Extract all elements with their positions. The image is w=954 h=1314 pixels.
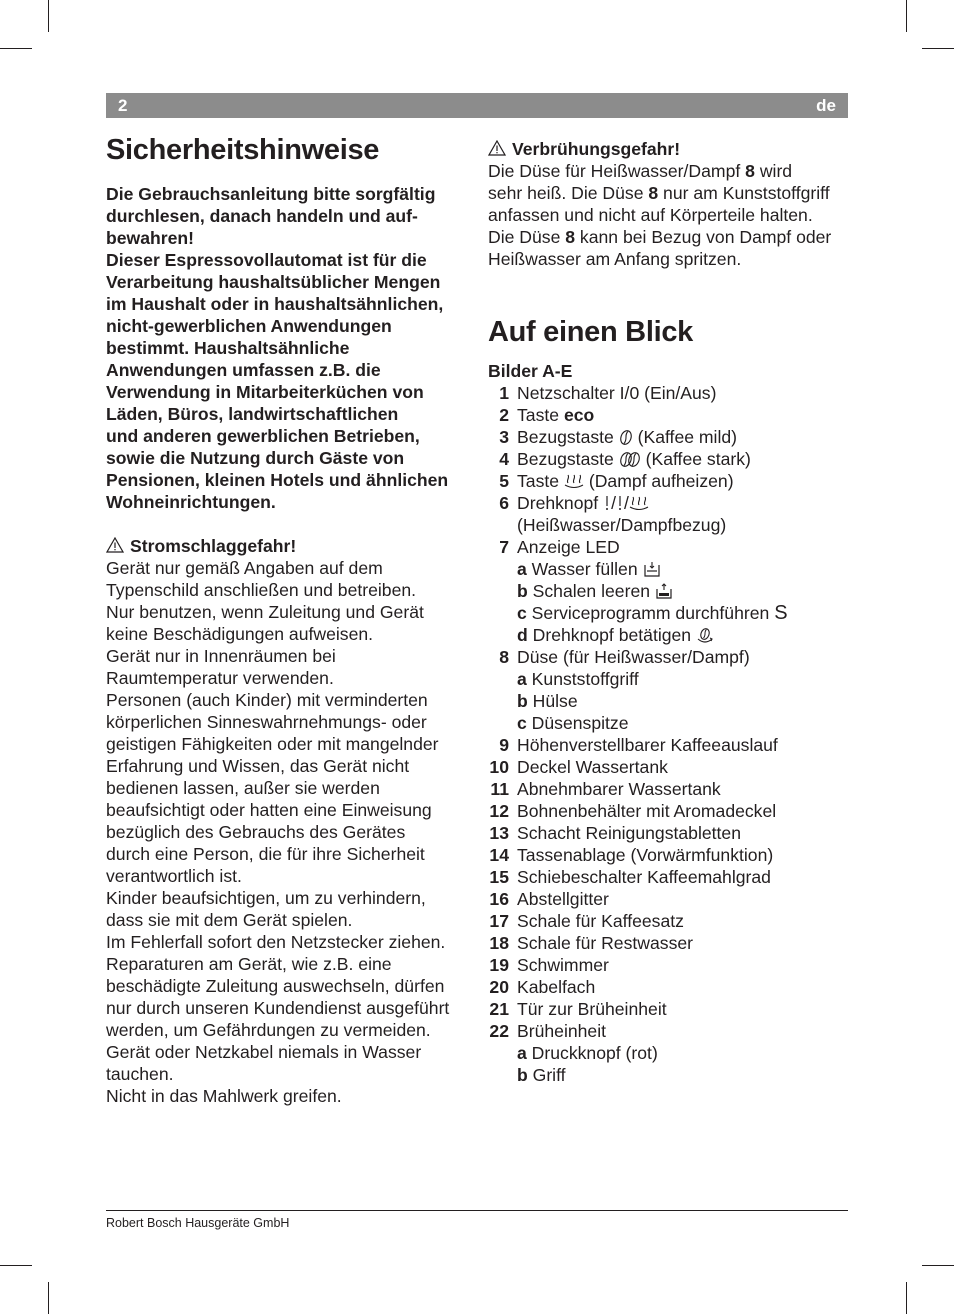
sub-item: a Druckknopf (rot) bbox=[517, 1043, 658, 1063]
list-item: 12 Bohnenbehälter mit Aromadeckel bbox=[489, 801, 777, 821]
list-item: 15 Schiebeschalter Kaffeemahlgrad bbox=[489, 867, 771, 887]
warning-line: tauchen. bbox=[106, 1064, 174, 1084]
turn-knob-icon bbox=[696, 627, 714, 644]
warning-title: Stromschlaggefahr! bbox=[130, 536, 297, 556]
warning-line: sehr heiß. Die Düse 8 nur am Kunststoffgriff bbox=[488, 183, 830, 203]
scald-warning-heading bbox=[488, 138, 854, 160]
sub-item: c Düsenspitze bbox=[517, 713, 629, 733]
list-item: 2 Taste eco bbox=[499, 405, 595, 425]
service-program-symbol: S bbox=[774, 602, 788, 624]
warning-triangle-icon bbox=[488, 140, 506, 156]
crop-mark bbox=[906, 0, 907, 32]
crop-mark bbox=[906, 1282, 907, 1314]
warning-line: körperlichen Sinneswahrnehmungs- oder bbox=[106, 712, 427, 732]
warning-line: durch eine Person, die für ihre Sicherheit bbox=[106, 844, 425, 864]
sub-item: a Wasser füllen bbox=[488, 558, 854, 580]
warning-line: nur durch unseren Kundendienst ausgeführt bbox=[106, 998, 450, 1018]
list-item: 3 Bezugstaste (Kaffee mild) bbox=[499, 427, 738, 447]
intro-line: nicht-gewerblichen Anwendungen bbox=[106, 316, 392, 336]
list-item: 21 Tür zur Brüheinheit bbox=[489, 999, 667, 1019]
sub-item: b Griff bbox=[517, 1065, 566, 1085]
list-item: 7 Anzeige LED bbox=[499, 537, 620, 557]
page-title: Sicherheitshinweise bbox=[106, 134, 380, 166]
footer-divider bbox=[106, 1210, 848, 1211]
steam-icon bbox=[629, 495, 649, 512]
crop-mark bbox=[48, 0, 49, 32]
crop-mark bbox=[0, 1265, 32, 1266]
list-item: 5 Taste (Dampf aufheizen) bbox=[499, 471, 734, 491]
list-item: 9 Höhenverstellbarer Kaffeeauslauf bbox=[499, 735, 778, 755]
empty-tray-icon bbox=[655, 583, 673, 600]
electric-shock-warning-heading bbox=[106, 535, 478, 557]
electric-shock-warning-text bbox=[106, 557, 478, 1107]
steam-icon bbox=[564, 473, 584, 490]
list-item: 14 Tassenablage (Vorwärmfunktion) bbox=[489, 845, 774, 865]
warning-line: Gerät oder Netzkabel niemals in Wasser bbox=[106, 1042, 422, 1062]
warning-line: Reparaturen am Gerät, wie z.B. eine bbox=[106, 954, 392, 974]
language-code: de bbox=[816, 96, 836, 115]
intro-line: Die Gebrauchsanleitung bitte sorgfältig bbox=[106, 184, 436, 204]
crop-mark bbox=[48, 1282, 49, 1314]
list-item: 10 Deckel Wassertank bbox=[489, 757, 668, 777]
warning-line: Gerät nur gemäß Angaben auf dem bbox=[106, 558, 383, 578]
warning-line: dass sie mit dem Gerät spielen. bbox=[106, 910, 353, 930]
hot-water-icon bbox=[603, 495, 611, 512]
coffee-bean-strong-icon bbox=[619, 451, 641, 468]
warning-line: Typenschild anschließen und betreiben. bbox=[106, 580, 417, 600]
warning-line: bezüglich des Gebrauchs des Gerätes bbox=[106, 822, 406, 842]
list-item: 20 Kabelfach bbox=[489, 977, 596, 997]
intro-line: Verwendung in Mitarbeiterküchen von bbox=[106, 382, 424, 402]
list-item: 17 Schale für Kaffeesatz bbox=[489, 911, 684, 931]
water-tank-fill-icon bbox=[643, 561, 661, 578]
warning-line: Die Düse für Heißwasser/Dampf 8 wird bbox=[488, 161, 793, 181]
coffee-bean-mild-icon bbox=[619, 429, 633, 446]
intro-line: bewahren! bbox=[106, 228, 194, 248]
warning-line: werden, um Gefährdungen zu vermeiden. bbox=[106, 1020, 431, 1040]
intro-line: Verarbeitung haushaltsüblicher Mengen bbox=[106, 272, 441, 292]
list-item: 18 Schale für Restwasser bbox=[489, 933, 694, 953]
list-item: 8 Düse (für Heißwasser/Dampf) bbox=[499, 647, 750, 667]
warning-line: beschädigte Zuleitung auswechseln, dürfen bbox=[106, 976, 445, 996]
warning-line: Personen (auch Kinder) mit verminderten bbox=[106, 690, 428, 710]
crop-mark bbox=[0, 48, 32, 49]
sub-item: c Serviceprogramm durchführen S bbox=[517, 602, 788, 624]
intro-line: Pensionen, kleinen Hotels und ähnlichen bbox=[106, 470, 449, 490]
section-title: Auf einen Blick bbox=[488, 316, 693, 348]
sub-item: d Drehknopf betätigen bbox=[488, 624, 854, 646]
right-column bbox=[488, 138, 854, 1086]
intro-line: Dieser Espressovollautomat ist für die bbox=[106, 250, 427, 270]
warning-line: Nicht in das Mahlwerk greifen. bbox=[106, 1086, 342, 1106]
warning-line: verantwortlich ist. bbox=[106, 866, 242, 886]
warning-line: Die Düse 8 kann bei Bezug von Dampf oder bbox=[488, 227, 832, 247]
list-item: 6 Drehknopf / / bbox=[488, 492, 854, 514]
warning-line: Raumtemperatur verwenden. bbox=[106, 668, 334, 688]
list-item: 13 Schacht Reinigungstabletten bbox=[489, 823, 741, 843]
warning-line: beaufsichtigt oder hatten eine Einweisung bbox=[106, 800, 432, 820]
intro-line: Läden, Büros, landwirtschaftlichen bbox=[106, 404, 399, 424]
list-item: 22 Brüheinheit bbox=[489, 1021, 607, 1041]
footer-company: Robert Bosch Hausgeräte GmbH bbox=[106, 1216, 290, 1230]
warning-line: Erfahrung und Wissen, das Gerät nicht bbox=[106, 756, 410, 776]
intro-line: Anwendungen umfassen z.B. die bbox=[106, 360, 381, 380]
sub-item: b Hülse bbox=[517, 691, 578, 711]
intro-line: durchlesen, danach handeln und auf- bbox=[106, 206, 418, 226]
page-number: 2 bbox=[118, 96, 128, 115]
list-item-continuation: (Heißwasser/Dampfbezug) bbox=[517, 515, 727, 535]
warning-line: Heißwasser am Anfang spritzen. bbox=[488, 249, 742, 269]
intro-line: bestimmt. Haushaltsähnliche bbox=[106, 338, 350, 358]
header-bar bbox=[106, 93, 848, 118]
warning-triangle-icon bbox=[106, 537, 124, 553]
scald-warning-text bbox=[488, 160, 854, 270]
intro-line: Wohneinrichtungen. bbox=[106, 492, 276, 512]
sub-item: a Kunststoffgriff bbox=[517, 669, 639, 689]
list-item: 1 Netzschalter I/0 (Ein/Aus) bbox=[499, 383, 717, 403]
intro-line: im Haushalt oder in haushaltsähnlichen, bbox=[106, 294, 444, 314]
sub-item: b Schalen leeren bbox=[488, 580, 854, 602]
warning-line: anfassen und nicht auf Körperteile halten. bbox=[488, 205, 813, 225]
hot-water-icon bbox=[616, 495, 624, 512]
intro-line: und anderen gewerblichen Betrieben, bbox=[106, 426, 420, 446]
intro-line: sowie die Nutzung durch Gäste von bbox=[106, 448, 405, 468]
list-item: 19 Schwimmer bbox=[489, 955, 609, 975]
warning-line: keine Beschädigungen aufweisen. bbox=[106, 624, 374, 644]
crop-mark bbox=[922, 1265, 954, 1266]
warning-line: Gerät nur in Innenräumen bei bbox=[106, 646, 336, 666]
list-item: 11 Abnehmbarer Wassertank bbox=[490, 779, 721, 799]
list-title: Bilder A-E bbox=[488, 361, 573, 381]
warning-line: geistigen Fähigkeiten oder mit mangelnder bbox=[106, 734, 439, 754]
list-item: 4 Bezugstaste (Kaffee stark) bbox=[499, 449, 751, 469]
left-column bbox=[106, 132, 478, 1107]
warning-line: bedienen lassen, außer sie werden bbox=[106, 778, 380, 798]
warning-line: Nur benutzen, wenn Zuleitung und Gerät bbox=[106, 602, 424, 622]
intro-paragraph bbox=[106, 183, 478, 513]
crop-mark bbox=[922, 48, 954, 49]
warning-line: Im Fehlerfall sofort den Netzstecker ziehen. bbox=[106, 932, 446, 952]
warning-title: Verbrühungsgefahr! bbox=[512, 139, 681, 159]
warning-line: Kinder beaufsichtigen, um zu verhindern, bbox=[106, 888, 426, 908]
list-item: 16 Abstellgitter bbox=[489, 889, 609, 909]
